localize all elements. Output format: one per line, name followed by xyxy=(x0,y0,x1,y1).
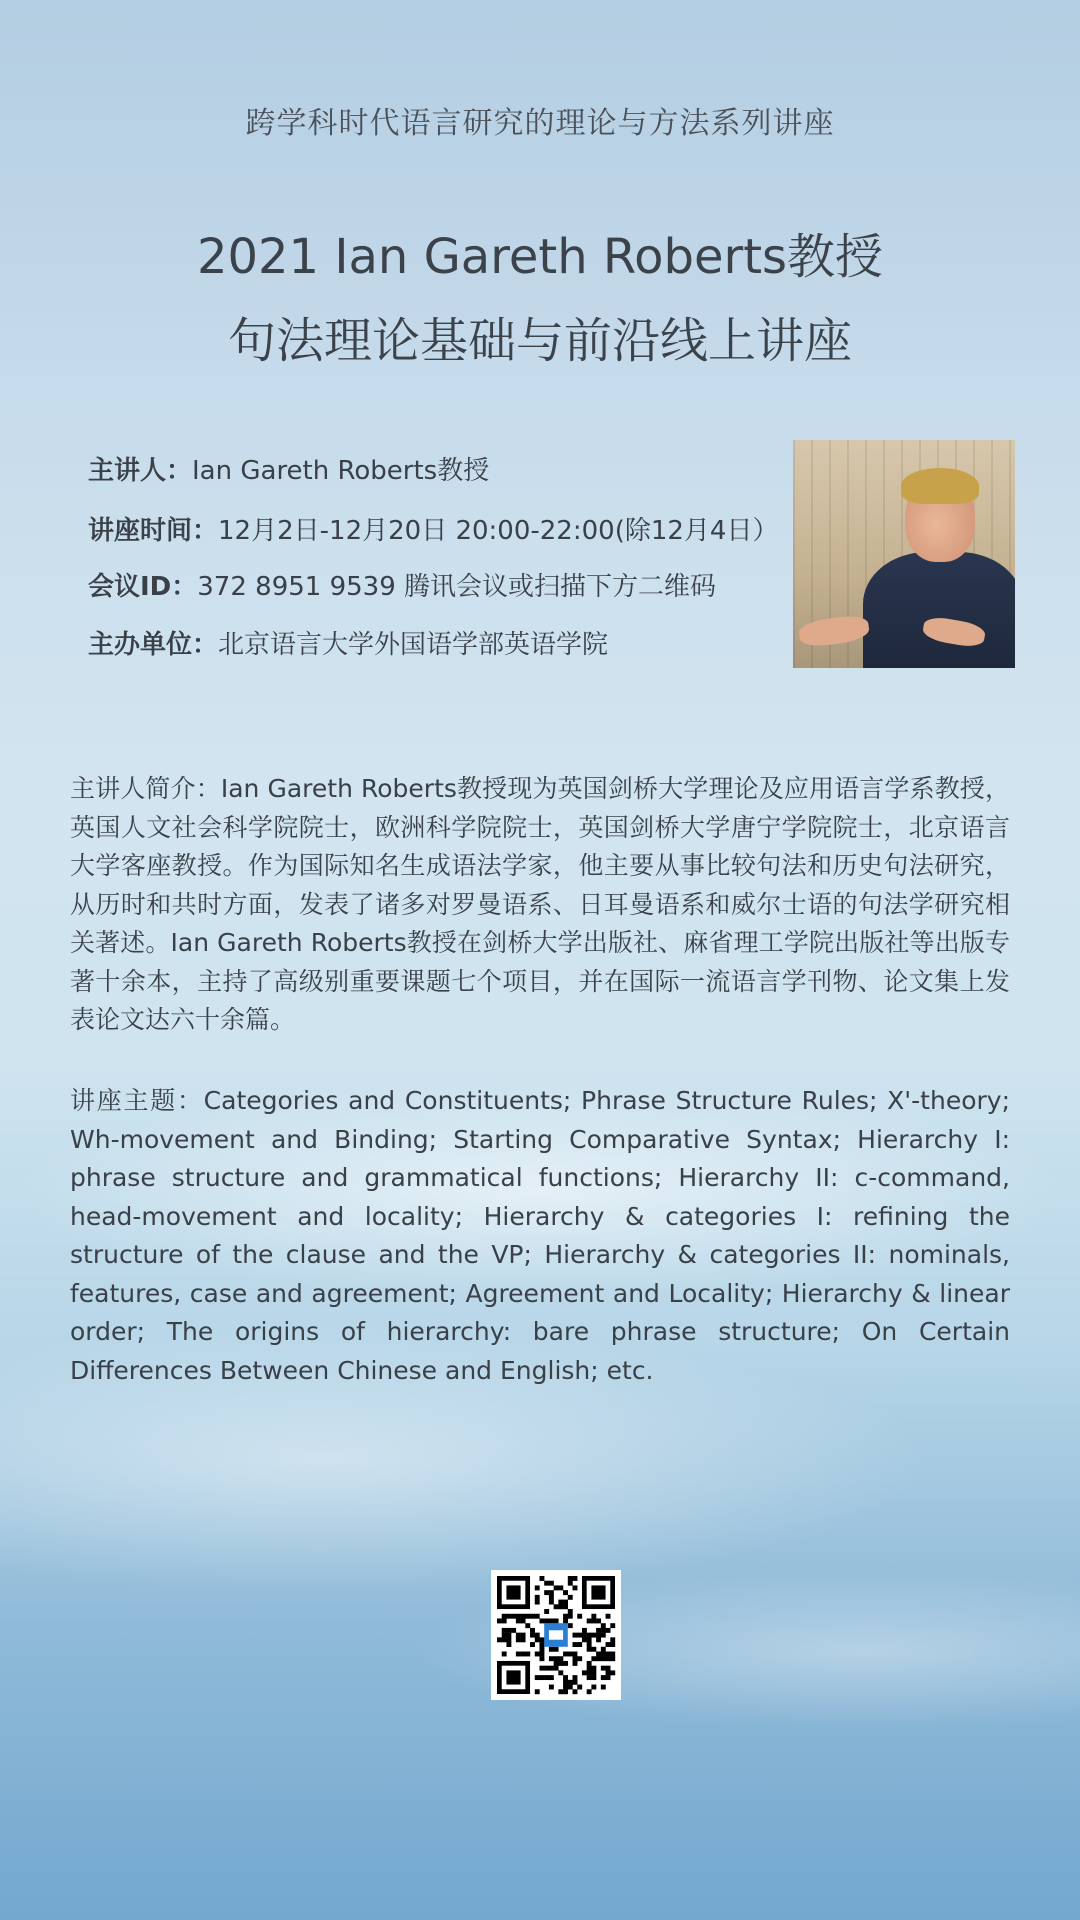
photo-shirt xyxy=(863,552,1015,668)
title-line-1: 2021 Ian Gareth Roberts教授 xyxy=(196,229,884,285)
title-line-2: 句法理论基础与前沿线上讲座 xyxy=(227,313,852,369)
info-meeting xyxy=(88,566,716,603)
speaker-bio: 主讲人简介：Ian Gareth Roberts教授现为英国剑桥大学理论及应用语言学系教授，英国人文社会科学院院士，欧洲科学院院士，英国剑桥大学唐宁学院院士，北京语言大学客座教授。作为国际知名生成语法学家，他主要从事比较句法和历史句法研究，从历时和共时方面，发表了诸多对罗曼语系、日耳曼语系和威尔士语的句法学研究相关著述。Ian Gareth Roberts教授在剑桥大学出版社、麻省理工学院出版社等出版专著十余本，主持了高级别重要课题七个项目，并在国际一流语言学刊物、论文集上发表论文达六十余篇。 xyxy=(70,774,1010,1034)
qr-code-icon xyxy=(491,1570,621,1700)
qr-code[interactable] xyxy=(491,1570,621,1700)
info-time-label: 讲座时间： xyxy=(88,516,219,546)
speaker-photo xyxy=(793,440,1015,668)
photo-hand-left xyxy=(798,613,871,648)
info-host xyxy=(88,624,608,661)
info-meeting-value: 372 8951 9539 腾讯会议或扫描下方二维码 xyxy=(197,572,717,602)
info-time-value: 12月2日-12月20日 20:00-22:00(除12月4日） xyxy=(218,516,779,546)
info-speaker-value: Ian Gareth Roberts教授 xyxy=(192,456,490,486)
series-title: 跨学科时代语言研究的理论与方法系列讲座 xyxy=(245,106,835,141)
info-speaker xyxy=(88,450,489,487)
info-time xyxy=(88,510,778,547)
info-speaker-label: 主讲人： xyxy=(88,456,193,486)
info-host-value: 北京语言大学外国语学部英语学院 xyxy=(218,630,609,660)
photo-hair xyxy=(901,468,979,504)
info-host-label: 主办单位： xyxy=(88,630,219,660)
lecture-topics: 讲座主题：Categories and Constituents; Phrase Structure Rules; X'-theory; Wh-movement and Binding; Starting Comparative Syntax; Hierarchy I: phrase structure and grammatical functions; Hierarchy II: c-command, head-movement and locality; Hierarchy & categories I: refining the structure of the clause and the VP; Hierarchy & categories II: nominals, features, case and agreement; Agreement and Locality; Hierarchy & linear order; The origins of hierarchy: bare phrase structure; On Certain Differences Between Chinese and English; etc. xyxy=(70,1086,1010,1385)
info-meeting-label: 会议ID： xyxy=(88,572,198,602)
